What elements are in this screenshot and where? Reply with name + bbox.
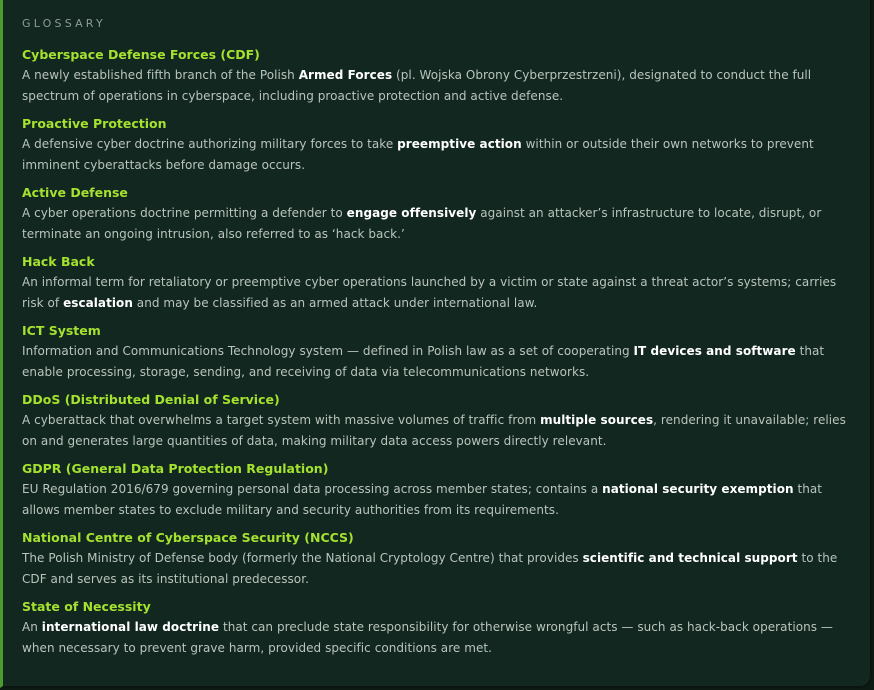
highlighted-phrase: national security exemption	[602, 482, 794, 496]
glossary-term: ICT System	[22, 323, 101, 338]
glossary-heading: GLOSSARY	[22, 17, 106, 30]
glossary-entry	[22, 183, 850, 245]
definition-text: and may be classified as an armed attack under international law.	[132, 296, 538, 310]
definition-text: EU Regulation 2016/679 governing personal data processing across member states; contains a	[22, 482, 603, 496]
definition-text: The Polish Ministry of Defense body (formerly the National Cryptology Centre) that provides	[22, 551, 583, 565]
glossary-entry	[22, 114, 850, 176]
glossary-definition	[22, 272, 850, 314]
glossary-entry	[22, 252, 850, 314]
highlighted-phrase: Armed Forces	[298, 68, 393, 82]
definition-text: An	[22, 620, 42, 634]
highlighted-phrase: IT devices and software	[633, 344, 796, 358]
glossary-definition	[22, 65, 850, 107]
glossary-list	[22, 45, 850, 659]
definition-text: to the CDF and serves as its institutional predecessor.	[22, 551, 838, 586]
highlighted-phrase: preemptive action	[397, 137, 522, 151]
highlighted-phrase: engage offensively	[346, 206, 477, 220]
definition-text: that allows member states to exclude military and security authorities from its requirements.	[22, 482, 823, 517]
glossary-definition	[22, 548, 850, 590]
highlighted-phrase: scientific and technical support	[582, 551, 798, 565]
definition-text: against an attacker’s infrastructure to locate, disrupt, or terminate an ongoing intrusion, also referred to as ‘hack back.’	[22, 206, 822, 241]
glossary-definition	[22, 341, 850, 383]
definition-text: that can preclude state responsibility for otherwise wrongful acts — such as hack-back operations — when necessary to prevent grave harm, provided specific conditions are met.	[22, 620, 833, 655]
definition-text: A newly established fifth branch of the Polish	[22, 68, 299, 82]
glossary-term: Cyberspace Defense Forces (CDF)	[22, 47, 260, 62]
glossary-term: Active Defense	[22, 185, 128, 200]
glossary-term: State of Necessity	[22, 599, 151, 614]
definition-text: that enable processing, storage, sending, and receiving of data via telecommunications networks.	[22, 344, 825, 379]
glossary-definition	[22, 479, 850, 521]
definition-text: , rendering it unavailable; relies on and generates large quantities of data, making military data access powers directly relevant.	[22, 413, 846, 448]
glossary-definition	[22, 617, 850, 659]
glossary-term: Proactive Protection	[22, 116, 167, 131]
glossary-definition	[22, 203, 850, 245]
definition-text: Information and Communications Technology system — defined in Polish law as a set of cooperating	[22, 344, 634, 358]
glossary-entry	[22, 528, 850, 590]
glossary-term: GDPR (General Data Protection Regulation)	[22, 461, 329, 476]
highlighted-phrase: international law doctrine	[41, 620, 220, 634]
glossary-entry	[22, 459, 850, 521]
glossary-term: Hack Back	[22, 254, 95, 269]
glossary-definition	[22, 410, 850, 452]
glossary-entry	[22, 45, 850, 107]
highlighted-phrase: escalation	[63, 296, 133, 310]
glossary-entry	[22, 321, 850, 383]
definition-text: A cyber operations doctrine permitting a defender to	[22, 206, 347, 220]
glossary-term: National Centre of Cyberspace Security (NCCS)	[22, 530, 354, 545]
definition-text: A defensive cyber doctrine authorizing military forces to take	[22, 137, 398, 151]
highlighted-phrase: multiple sources	[540, 413, 654, 427]
definition-text: (pl. Wojska Obrony Cyberprzestrzeni), designated to conduct the full spectrum of operations in cyberspace, including proactive protection and active defense.	[22, 68, 812, 103]
glossary-term: DDoS (Distributed Denial of Service)	[22, 392, 280, 407]
glossary-entry	[22, 597, 850, 659]
glossary-entry	[22, 390, 850, 452]
definition-text: An informal term for retaliatory or preemptive cyber operations launched by a victim or state against a threat actor’s systems; carries risk of	[22, 275, 837, 310]
definition-text: A cyberattack that overwhelms a target system with massive volumes of traffic from	[22, 413, 541, 427]
definition-text: within or outside their own networks to prevent imminent cyberattacks before damage occurs.	[22, 137, 814, 172]
glossary-definition	[22, 134, 850, 176]
